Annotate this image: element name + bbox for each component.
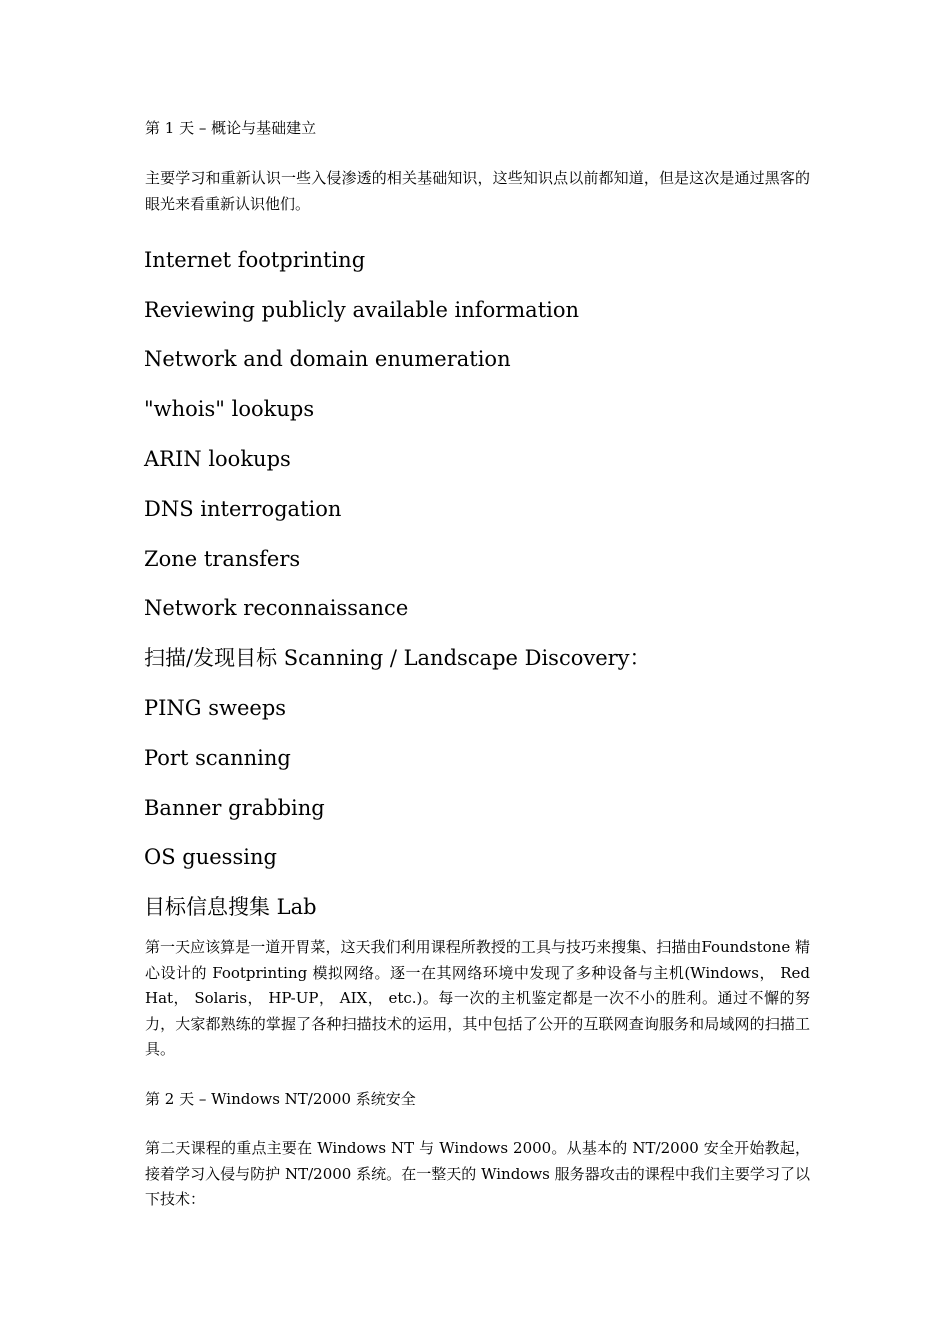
topic-item: "whois" lookups bbox=[144, 397, 315, 421]
scanning-item: PING sweeps bbox=[144, 696, 287, 720]
topic-item: Network reconnaissance bbox=[144, 596, 409, 620]
scanning-heading: 扫描/发现目标 Scanning / Landscape Discovery： bbox=[144, 646, 651, 670]
topic-item: DNS interrogation bbox=[144, 497, 342, 521]
day1-intro: 主要学习和重新认识一些入侵渗透的相关基础知识，这些知识点以前都知道，但是这次是通过黑客的眼光来看重新认识他们。 bbox=[145, 169, 810, 213]
day2-heading: 第 2 天 – Windows NT/2000 系统安全 bbox=[145, 1090, 416, 1108]
topic-item: Network and domain enumeration bbox=[144, 347, 511, 371]
day2-intro: 第二天课程的重点主要在 Windows NT 与 Windows 2000。从基本的 NT/2000 安全开始教起，接着学习入侵与防护 NT/2000 系统。在一整天的 Windows 服务器攻击的课程中我们主要学习了以下技术： bbox=[145, 1139, 810, 1208]
topic-item: Zone transfers bbox=[144, 547, 301, 571]
scanning-item: Banner grabbing bbox=[144, 796, 325, 820]
lab-paragraph: 第一天应该算是一道开胃菜，这天我们利用课程所教授的工具与技巧来搜集、扫描由Foundstone 精心设计的 Footprinting 模拟网络。逐一在其网络环境中发现了多种设备与主机(Windows， Red Hat， Solaris， HP-UP， AIX， etc.)。每一次的主机鉴定都是一次不小的胜利。通过不懈的努力，大家都熟练的掌握了各种扫描技术的运用，其中包括了公开的互联网查询服务和局域网的扫描工具。 bbox=[145, 938, 810, 1058]
topic-item: ARIN lookups bbox=[144, 447, 291, 471]
scanning-item: OS guessing bbox=[144, 845, 277, 869]
topic-item: Reviewing publicly available information bbox=[144, 298, 580, 322]
topic-item: Internet footprinting bbox=[144, 248, 366, 272]
day1-heading: 第 1 天 – 概论与基础建立 bbox=[145, 119, 317, 137]
lab-heading: 目标信息搜集 Lab bbox=[144, 895, 317, 919]
scanning-item: Port scanning bbox=[144, 746, 291, 770]
